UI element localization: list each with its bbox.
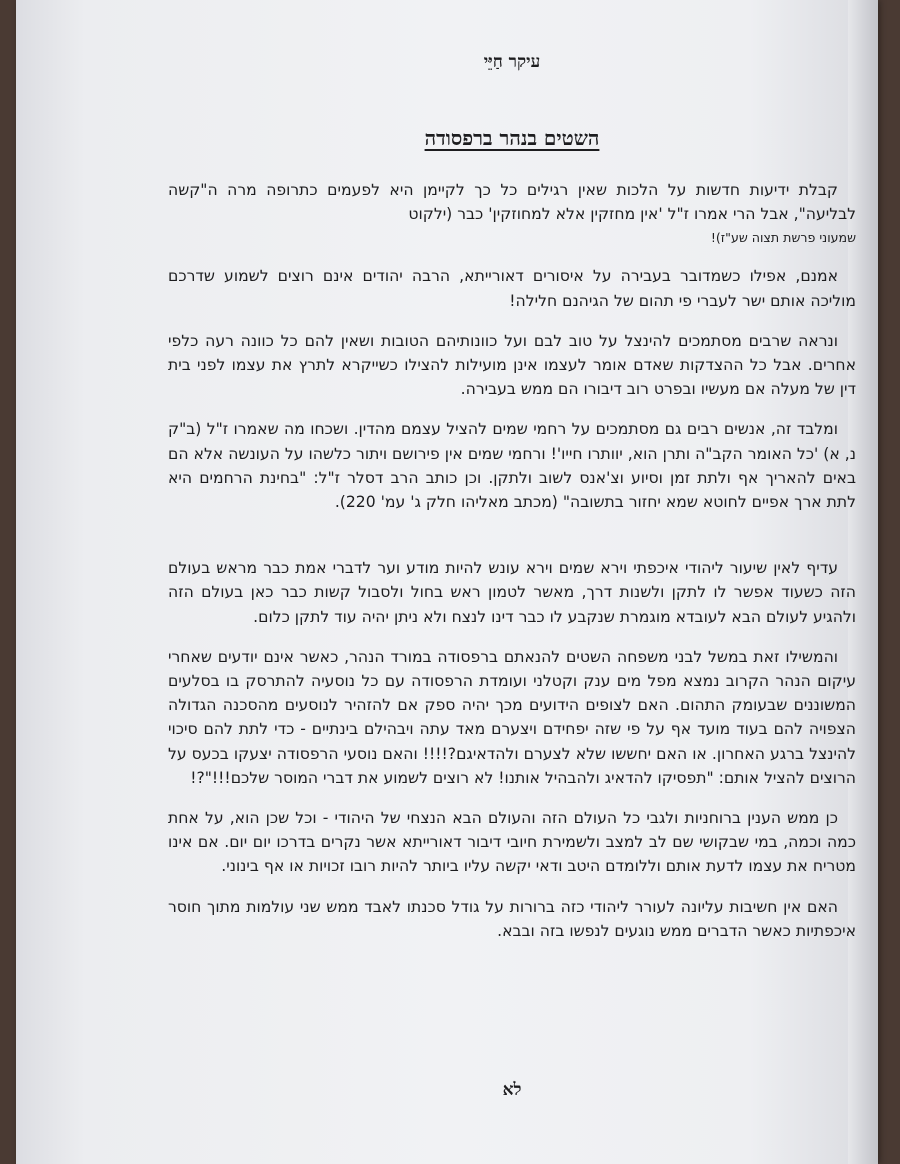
page-content <box>168 0 856 1164</box>
paragraph: ונראה שרבים מסתמכים להינצל על טוב לבם ועל כוונותיהם הטובות ושאין להם כל כוונה רעה כלפי אחרים. אבל כל ההצדקות שאדם אומר לעצמו אינן מועילות להצילו כשייקרא לתרץ את עצמו לפני בית דין של מעלה אם מעשיו ובפרט רוב דיבורו הם ממש בעבירה. <box>168 331 856 399</box>
paragraph: אמנם, אפילו כשמדובר בעבירה על איסורים דאורייתא, הרבה יהודים אינם רוצים לשמוע שדרכם מוליכה אותם ישר לעברי פי תהום של הגיהנם חלילה! <box>168 267 856 310</box>
chapter-title-text: השטים בנהר ברפסודה <box>424 126 600 150</box>
paragraph: עדיף לאין שיעור ליהודי איכפתי וירא שמים וירא עונש להיות מודע וער לדברי אמת כבר מראש בעולם הזה כשעוד אפשר לו לתקן ולשנות דרך, מאשר לטמון ראש בחול ולסבול קשות כבר כאן בעולם הזה ולהגיע לעולם הבא לעובדא מוגמרת שנקבע לו כבר דינו לנצח ולא ניתן יהיה עוד לתקן כלום. <box>168 559 856 626</box>
chapter-title <box>168 126 856 151</box>
paragraph: האם אין חשיבות עליונה לעורר ליהודי כזה ברורות על גודל סכנתו לאבד ממש שני עולמות מתוך חוסר איכפתיות כאשר הדברים ממש נוגעים לנפשו בזה ובבא. <box>168 897 856 940</box>
paragraph: קבלת ידיעות חדשות על הלכות שאין רגילים כל כך לקיימן היא לפעמים כתרופה מרה ה"קשה לבליעה", אבל הרי אמרו ז"ל 'אין מחזקין אלא למחוזקין' כבר (ילקוט <box>168 181 856 224</box>
paragraph: והמשילו זאת במשל לבני משפחה השטים להנאתם ברפסודה במורד הנהר, כאשר אינם יודעים שאחרי עיקום הנהר הקרוב נמצא מפל מים ענק וקטלני ועומדת הרפסודה עם כל נוסעיה להתרסק בו בסלעים המשוננים שבעומק התהום. האם לצופים הידועים מכך יהיה ספק אם להזהיר לנוסעים מהסכנה הגדולה הצפויה להם בעוד מועד אף על פי שזה יפחידם ויצערם מאד עתה ויבהילם בינתיים - כדי לתת להם סיכוי להינצל ברגע האחרון. או האם יחששו שלא לצערם ולהדאיגם?!!!! והאם נוסעי הרפסודה יצעקו בכעס על הרוצים להציל אותם: "תפסיקו להדאיג ולהבהיל אותנו! לא רוצים לשמוע את דברי המוסר שלכם!!!"?! <box>168 647 856 787</box>
running-head: עיקר חַיֵּי <box>483 52 541 72</box>
book-page <box>16 0 878 1164</box>
page-number: לא <box>502 1080 522 1100</box>
section-gap <box>168 530 856 556</box>
paragraph: כן ממש הענין ברוחניות ולגבי כל העולם הזה והעולם הבא הנצחי של היהודי - וכל שכן הוא, על אחת כמה וכמה, במי שבקושי שם לב למצב ולשמירת חיובי דיבור דאורייתא אשר נקרים בדרכו יום יום. אם אינו מטריח את עצמו לדעת אותם וללומדם היטב ודאי יקשה עליו ביותר להיות רובו זכויות או אף בינוני. <box>168 809 856 876</box>
paragraph: ומלבד זה, אנשים רבים גם מסתמכים על רחמי שמים להציל עצמם מהדין. ושכחו מה שאמרו ז"ל (ב"ק נ, א) 'כל האומר הקב"ה ותרן הוא, יוותרו חייו'! ורחמי שמים אין פירושם ויתור כלשהו על העונשה אלא הם באים להאריך אף ולתת זמן וסיוע וצ'אנס לשוב ולתקן. וכן כותב הרב דסלר ז"ל: "בחינת הרחמים היא לתת ארך אפיים לחוטא שמא יחזור בתשובה" (מכתב מאליהו חלק ג' עמ' 220). <box>168 420 856 512</box>
paragraph-source-note: שמעוני פרשת תצוה שע"ז)! <box>710 230 856 246</box>
body-text <box>168 178 856 959</box>
